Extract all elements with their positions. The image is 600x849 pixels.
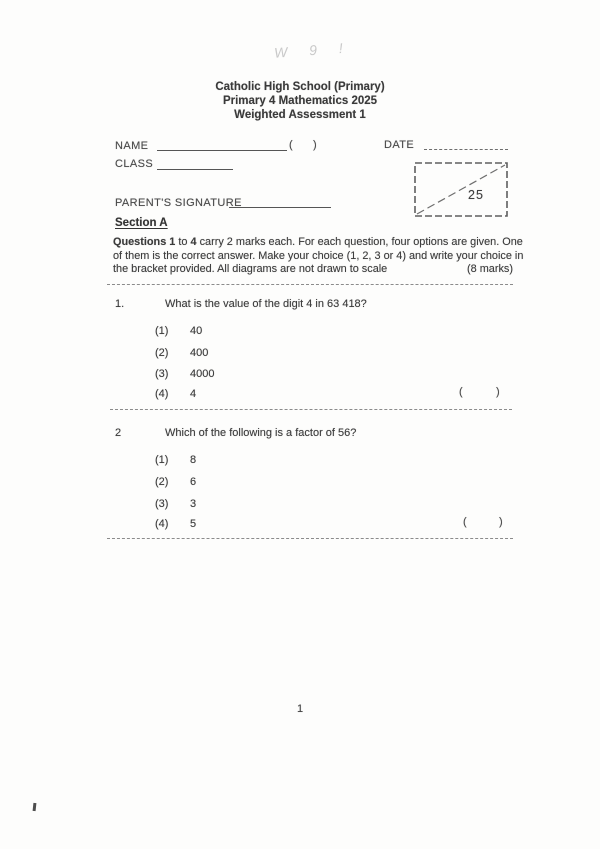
instructions-word: Questions xyxy=(113,236,170,248)
name-label: NAME xyxy=(115,140,149,152)
question-1-number: 1. xyxy=(115,298,125,310)
separator-line xyxy=(107,284,513,285)
option-label: (4) xyxy=(155,518,169,530)
question-1-answer-paren-open: ( xyxy=(459,386,463,398)
name-line xyxy=(157,139,287,151)
score-box xyxy=(414,162,508,217)
instructions-line-3 xyxy=(113,263,513,277)
exam-subject-line: Primary 4 Mathematics 2025 xyxy=(222,95,378,107)
page-number: 1 xyxy=(296,703,304,715)
question-1-option-4 xyxy=(155,388,196,400)
question-1-answer-paren-close: ) xyxy=(496,386,500,398)
scan-artifact-mark xyxy=(33,803,37,811)
option-value: 5 xyxy=(190,518,197,530)
question-1-option-1 xyxy=(155,325,202,337)
register-number-paren-open: ( xyxy=(289,139,293,151)
parent-signature-line xyxy=(229,196,331,208)
question-1-option-3 xyxy=(155,368,214,380)
section-a-instructions xyxy=(113,236,524,277)
section-marks-note: (8 marks) xyxy=(467,263,513,276)
option-label: (2) xyxy=(155,347,169,359)
question-2-option-3 xyxy=(155,498,196,510)
question-2-number: 2 xyxy=(115,427,122,439)
question-2-answer-paren-open: ( xyxy=(463,516,467,528)
instructions-word: to xyxy=(175,236,191,248)
option-value: 400 xyxy=(190,347,209,359)
separator-line xyxy=(110,409,512,410)
parent-signature-label: PARENT'S SIGNATURE xyxy=(115,197,242,209)
class-label: CLASS xyxy=(115,158,154,170)
question-range-end: 4 xyxy=(190,236,197,248)
handwritten-mark: W 9 ! xyxy=(273,39,353,61)
score-box-frame xyxy=(414,162,508,217)
section-a-title: Section A xyxy=(115,217,168,229)
total-marks-value: 25 xyxy=(468,188,484,202)
instructions-word: carry 2 marks each. For each question, four options are given. One xyxy=(196,236,523,248)
option-value: 8 xyxy=(190,454,197,466)
school-name: Catholic High School (Primary) xyxy=(215,81,385,93)
class-line xyxy=(157,158,233,170)
score-box-diagonal-line xyxy=(417,165,505,214)
instructions-line-2: of them is the correct answer. Make your choice (1, 2, 3 or 4) and write your choice in xyxy=(113,249,524,262)
date-line xyxy=(424,139,508,150)
question-2-text: Which of the following is a factor of 56? xyxy=(165,427,357,439)
instructions-text: the bracket provided. All diagrams are not drawn to scale xyxy=(113,263,388,276)
question-2-option-4 xyxy=(155,518,196,530)
option-value: 40 xyxy=(190,325,203,337)
option-label: (1) xyxy=(155,325,169,337)
option-label: (4) xyxy=(155,388,169,400)
option-label: (3) xyxy=(155,498,169,510)
question-2-option-2 xyxy=(155,476,196,488)
date-label: DATE xyxy=(384,139,415,151)
option-label: (1) xyxy=(155,454,169,466)
assessment-title: Weighted Assessment 1 xyxy=(234,109,366,121)
exam-header xyxy=(0,80,600,122)
question-2-answer-paren-close: ) xyxy=(499,516,503,528)
instructions-line-1 xyxy=(113,236,523,250)
option-label: (2) xyxy=(155,476,169,488)
question-1-text: What is the value of the digit 4 in 63 418? xyxy=(165,298,367,310)
separator-line xyxy=(107,538,513,539)
question-2-option-1 xyxy=(155,454,196,466)
option-value: 3 xyxy=(190,498,197,510)
option-label: (3) xyxy=(155,368,169,380)
question-range-start: 1 xyxy=(169,236,176,248)
question-1-option-2 xyxy=(155,347,208,359)
option-value: 4000 xyxy=(190,368,215,380)
option-value: 4 xyxy=(190,388,197,400)
register-number-paren-close: ) xyxy=(313,139,317,151)
option-value: 6 xyxy=(190,476,197,488)
